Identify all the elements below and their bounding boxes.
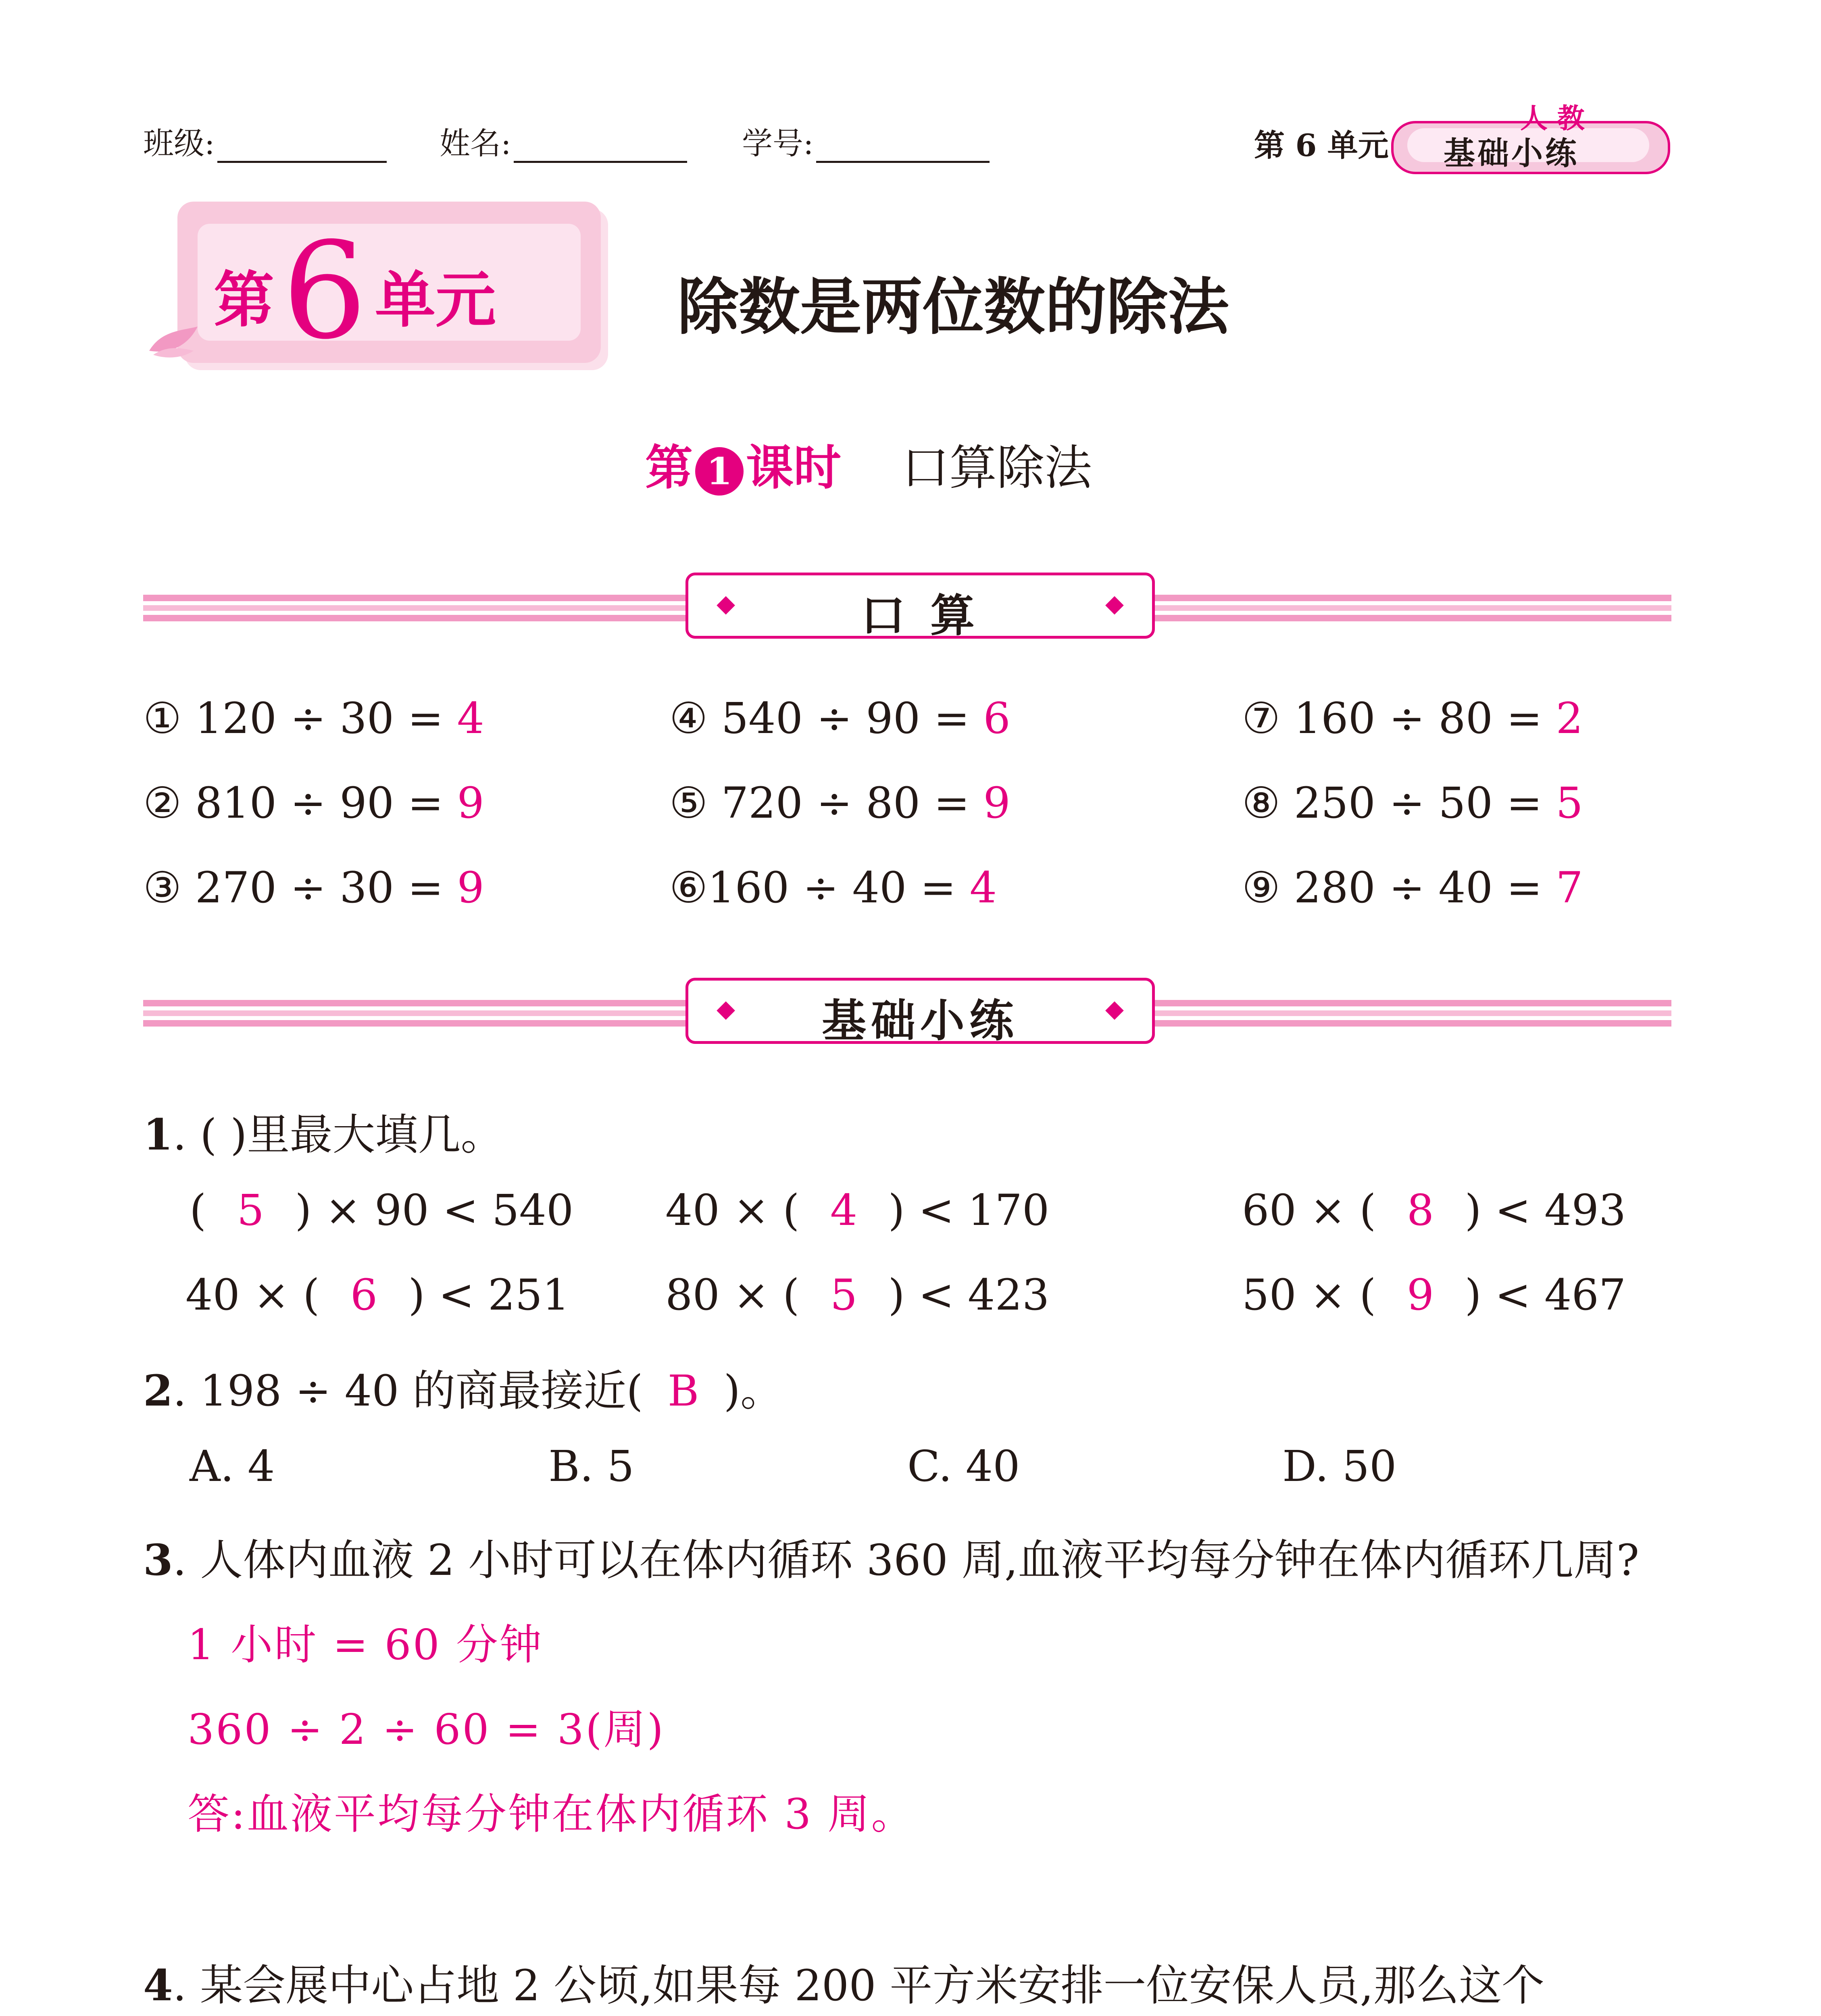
- oral-answer[interactable]: 9: [457, 778, 484, 828]
- diamond-icon: ◆: [717, 995, 735, 1023]
- unit-badge: [177, 202, 601, 369]
- leaf-icon: [145, 323, 202, 359]
- q1-item: 40 × ( 4 ) < 170: [665, 1185, 1050, 1235]
- oral-item: ④ 540 ÷ 90 = 6: [669, 694, 1011, 743]
- section-header-basic: [685, 978, 1155, 1047]
- oral-answer[interactable]: 5: [1556, 778, 1583, 828]
- brand-publisher: 人 教: [1520, 102, 1585, 135]
- section-header-oral: [685, 573, 1155, 639]
- q3-answer-line: 1 小时 = 60 分钟: [188, 1620, 543, 1669]
- lesson-number-badge: 1: [695, 447, 744, 496]
- q1-item: 80 × ( 5 ) < 423: [665, 1270, 1050, 1320]
- unit-suffix: 单元: [375, 264, 496, 335]
- oral-answer[interactable]: 9: [457, 863, 484, 912]
- lesson-heading: [645, 429, 1092, 498]
- q2-answer[interactable]: B: [667, 1366, 699, 1416]
- section-title-basic: 基础小练: [822, 995, 1019, 1047]
- class-label: 班级:: [143, 125, 215, 161]
- oral-item: ⑥160 ÷ 40 = 4: [669, 863, 997, 912]
- option-d[interactable]: D. 50: [1282, 1441, 1397, 1491]
- lesson-suffix: 课时: [746, 439, 842, 496]
- q1-item: ( 5 ) × 90 < 540: [190, 1185, 574, 1235]
- unit-number: 6: [282, 214, 367, 369]
- q1-item: 40 × ( 6 ) < 251: [185, 1270, 570, 1320]
- id-field: [742, 119, 990, 163]
- name-label: 姓名:: [440, 125, 511, 161]
- q1-answer[interactable]: 6: [350, 1270, 378, 1320]
- oral-answer[interactable]: 4: [969, 863, 997, 912]
- lesson-prefix: 第: [645, 439, 693, 496]
- question-2: 2. 198 ÷ 40 的商最接近( B )。: [143, 1365, 783, 1416]
- unit-title: 除数是两位数的除法: [677, 271, 1229, 343]
- question-1: 1. ( )里最大填几。: [143, 1109, 504, 1160]
- option-a[interactable]: A. 4: [190, 1441, 275, 1491]
- oral-item: ① 120 ÷ 30 = 4: [143, 694, 484, 743]
- q1-answer[interactable]: 5: [830, 1270, 858, 1320]
- oral-answer[interactable]: 7: [1556, 863, 1583, 912]
- oral-item: ⑦ 160 ÷ 80 = 2: [1242, 694, 1583, 743]
- brand-logo: [1383, 97, 1673, 177]
- id-label: 学号:: [742, 125, 814, 161]
- brand-name: 基础小练: [1444, 135, 1579, 172]
- class-field: [143, 119, 387, 163]
- class-blank[interactable]: [217, 133, 387, 163]
- oral-answer[interactable]: 2: [1556, 694, 1583, 743]
- lesson-title: 口算除法: [902, 440, 1092, 496]
- option-c[interactable]: C. 40: [907, 1441, 1020, 1491]
- q1-answer[interactable]: 9: [1406, 1270, 1434, 1320]
- question-4: 4. 某会展中心占地 2 公顷,如果每 200 平方米安排一位安保人员,那么这个: [143, 1960, 1545, 2010]
- q1-answer[interactable]: 5: [237, 1185, 265, 1235]
- oral-item: ② 810 ÷ 90 = 9: [143, 778, 484, 828]
- unit-label: [214, 214, 496, 369]
- oral-item: ③ 270 ÷ 30 = 9: [143, 863, 484, 912]
- diamond-icon: ◆: [1105, 589, 1124, 618]
- q1-answer[interactable]: 8: [1406, 1185, 1434, 1235]
- diamond-icon: ◆: [1105, 995, 1124, 1023]
- oral-answer[interactable]: 9: [983, 778, 1011, 828]
- unit-tag: 第 6 单元: [1254, 127, 1389, 163]
- oral-item: ⑨ 280 ÷ 40 = 7: [1242, 863, 1583, 912]
- q3-answer-line: 答:血液平均每分钟在体内循环 3 周。: [188, 1789, 915, 1839]
- option-b[interactable]: B. 5: [548, 1441, 634, 1491]
- oral-item: ⑤ 720 ÷ 80 = 9: [669, 778, 1011, 828]
- oral-answer[interactable]: 4: [457, 694, 484, 743]
- name-blank[interactable]: [514, 133, 687, 163]
- oral-item: ⑧ 250 ÷ 50 = 5: [1242, 778, 1583, 828]
- unit-prefix: 第: [214, 264, 275, 335]
- q3-answer-line: 360 ÷ 2 ÷ 60 = 3(周): [188, 1705, 665, 1754]
- diamond-icon: ◆: [717, 589, 735, 618]
- question-3: 3. 人体内血液 2 小时可以在体内循环 360 周,血液平均每分钟在体内循环几周?: [143, 1535, 1640, 1585]
- name-field: [440, 119, 687, 163]
- q1-answer[interactable]: 4: [830, 1185, 858, 1235]
- q1-item: 50 × ( 9 ) < 467: [1242, 1270, 1626, 1320]
- id-blank[interactable]: [816, 133, 990, 163]
- section-title-oral: 口 算: [860, 589, 980, 641]
- oral-answer[interactable]: 6: [983, 694, 1011, 743]
- q1-item: 60 × ( 8 ) < 493: [1242, 1185, 1626, 1235]
